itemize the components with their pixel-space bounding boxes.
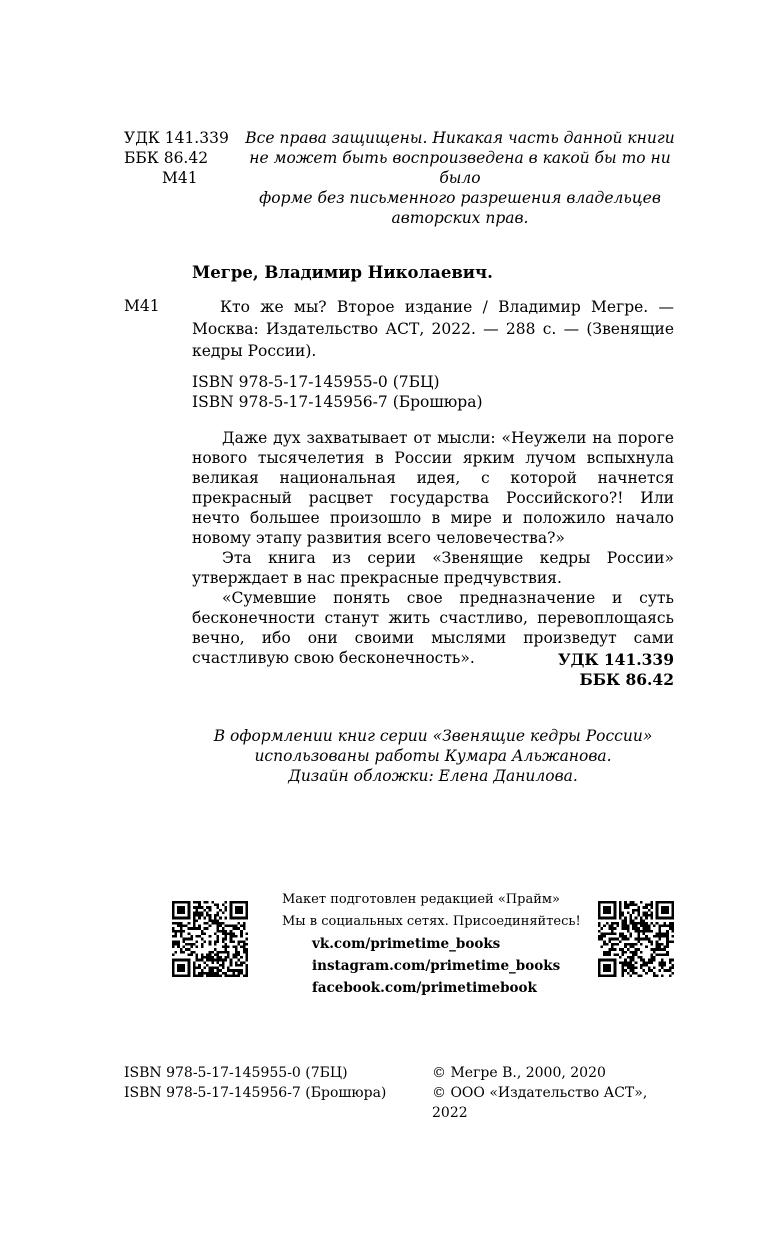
rights-line: форме без письменного разрешения владельцев — [259, 189, 661, 207]
isbn-line: ISBN 978-5-17-145955-0 (7БЦ) — [192, 373, 440, 391]
udk-bbk-block — [470, 650, 674, 690]
bbk-code-bold: ББК 86.42 — [579, 670, 674, 689]
rights-line: авторских прав. — [391, 209, 529, 227]
isbn-line: ISBN 978-5-17-145956-7 (Брошюра) — [192, 393, 483, 411]
bib-author-mark: М41 — [124, 297, 160, 315]
credits-line: В оформлении книг серии «Звенящие кедры России» — [213, 727, 653, 745]
rights-notice — [236, 128, 684, 228]
qr-code-icon — [598, 901, 674, 977]
imprint-block — [282, 889, 582, 999]
isbn-line: ISBN 978-5-17-145956-7 (Брошюра) — [124, 1085, 387, 1101]
author-heading: Мегре, Владимир Николаевич. — [192, 263, 493, 282]
instagram-link[interactable]: instagram.com/primetime_books — [312, 958, 561, 974]
qr-code-icon — [172, 901, 248, 977]
bibliographic-description: Кто же мы? Второе издание / Владимир Мегре. — Москва: Издательство АСТ, 2022. — 288 с. — (Звенящие кедры России). — [192, 298, 674, 360]
isbn-line: ISBN 978-5-17-145955-0 (7БЦ) — [124, 1065, 348, 1081]
design-credits — [190, 726, 676, 786]
rights-line: не может быть воспроизведена в какой бы то ни было — [249, 149, 671, 187]
copyright-line: © ООО «Издательство АСТ», 2022 — [432, 1085, 648, 1121]
udk-code: УДК 141.339 — [124, 129, 229, 147]
annotation — [192, 428, 674, 668]
rights-line: Все права защищены. Никакая часть данной книги — [245, 129, 675, 147]
bbk-code: ББК 86.42 — [124, 149, 209, 167]
udk-code-bold: УДК 141.339 — [558, 650, 674, 669]
annotation-paragraph: «Сумевшие понять свое предназначение и суть бесконечности станут жить счастливо, перевоплощаясь вечно, ибо они своими мыслями произведут сами счастливую свою бесконечность». — [192, 589, 674, 667]
credits-line: использованы работы Кумара Альжанова. — [254, 747, 612, 765]
prepared-by: Макет подготовлен редакцией «Прайм» — [282, 892, 560, 907]
social-invite: Мы в социальных сетях. Присоединяйтесь! — [282, 914, 581, 929]
copyright-line: © Мегре В., 2000, 2020 — [432, 1065, 606, 1081]
facebook-link[interactable]: facebook.com/primetimebook — [312, 980, 537, 996]
footer-copyright — [432, 1063, 676, 1123]
classification-block — [124, 128, 234, 188]
annotation-paragraph: Эта книга из серии «Звенящие кедры России» утверждает в нас прекрасные предчувствия. — [192, 549, 674, 587]
isbn-list — [192, 372, 592, 412]
credits-line: Дизайн обложки: Елена Данилова. — [288, 767, 578, 785]
author-mark: М41 — [162, 169, 198, 187]
annotation-paragraph: Даже дух захватывает от мысли: «Неужели на пороге нового тысячелетия в России ярким лучом вспыхнула великая национальная идея, с которой начнется прекрасный расцвет государства Российского?! Или нечто большее произошло в мире и положило начало новому этапу развития всего человечества?» — [192, 429, 674, 547]
footer-isbn — [124, 1063, 424, 1103]
vk-link[interactable]: vk.com/primetime_books — [312, 936, 501, 952]
